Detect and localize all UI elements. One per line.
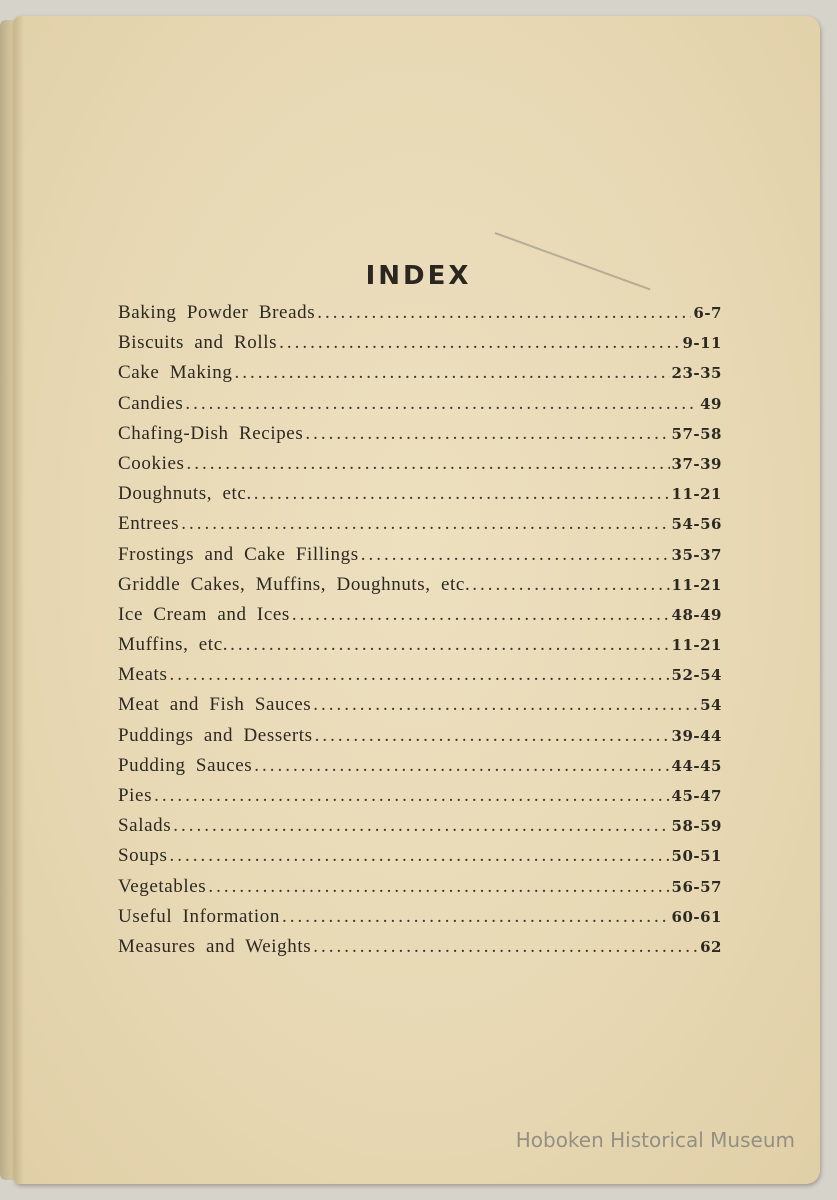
index-entry [118, 634, 722, 664]
dot-leader [173, 815, 669, 837]
dot-leader [315, 725, 670, 747]
dot-leader [154, 785, 669, 807]
dot-leader [361, 544, 670, 566]
entry-pages: 54-56 [671, 515, 722, 534]
entry-pages: 49 [700, 394, 722, 413]
dot-leader [230, 634, 669, 656]
index-entry [118, 815, 722, 845]
dot-leader [235, 362, 670, 384]
dot-leader [472, 574, 669, 596]
index-entry [118, 574, 722, 604]
index-entry [118, 423, 722, 453]
entry-pages: 60-61 [671, 907, 722, 926]
dot-leader [313, 694, 698, 716]
entry-pages: 37-39 [671, 454, 722, 473]
entry-pages: 39-44 [671, 726, 722, 745]
dot-leader [254, 483, 670, 505]
entry-title: Useful Information [118, 905, 280, 927]
dot-leader [317, 302, 691, 324]
entry-pages: 11-21 [671, 485, 722, 504]
entry-title: Frostings and Cake Fillings [118, 543, 359, 565]
dot-leader [305, 423, 669, 445]
entry-title: Salads [118, 815, 172, 837]
entry-title: Ice Cream and Ices [118, 603, 290, 625]
entry-title: Doughnuts, etc. [118, 483, 252, 505]
entry-title: Cookies [118, 452, 185, 474]
page-title: INDEX [365, 261, 472, 292]
dot-leader [185, 393, 698, 415]
dot-leader [181, 513, 669, 535]
index-entry [118, 302, 722, 332]
entry-title: Baking Powder Breads [118, 302, 316, 323]
dot-leader [282, 906, 670, 928]
entry-title: Vegetables [118, 875, 207, 897]
entry-title: Entrees [118, 513, 180, 535]
entry-pages: 11-21 [671, 636, 722, 655]
entry-pages: 56-57 [671, 877, 722, 896]
index-entry [118, 362, 722, 392]
index-list [118, 302, 722, 966]
entry-title: Muffins, etc. [118, 634, 229, 656]
entry-title: Measures and Weights [118, 935, 312, 957]
index-entry [118, 694, 722, 724]
index-entry [118, 513, 722, 543]
index-entry [118, 332, 722, 362]
page-fold-shadow [14, 16, 24, 1184]
entry-pages: 6-7 [693, 304, 722, 322]
entry-title: Griddle Cakes, Muffins, Doughnuts, etc. [118, 573, 471, 595]
index-entry [118, 483, 722, 513]
index-entry [118, 393, 722, 423]
entry-pages: 45-47 [671, 787, 722, 805]
index-entry [118, 725, 722, 755]
dot-leader [313, 936, 698, 958]
index-entry [118, 876, 722, 906]
dot-leader [169, 845, 669, 867]
index-entry [118, 906, 722, 936]
index-entry [118, 755, 722, 785]
dot-leader [208, 876, 669, 898]
entry-title: Puddings and Desserts [118, 724, 313, 746]
entry-pages: 62 [700, 937, 722, 956]
entry-pages: 35-37 [671, 545, 722, 564]
index-entry [118, 664, 722, 694]
dot-leader [279, 332, 680, 354]
museum-watermark: Hoboken Historical Museum [515, 1128, 795, 1152]
entry-title: Cake Making [118, 362, 233, 384]
dot-leader [292, 604, 670, 626]
entry-pages: 44-45 [671, 756, 722, 775]
entry-title: Meat and Fish Sauces [118, 694, 312, 716]
entry-title: Soups [118, 845, 168, 867]
entry-pages: 11-21 [671, 575, 722, 594]
entry-title: Pies [118, 785, 153, 806]
entry-title: Pudding Sauces [118, 754, 253, 776]
entry-title: Candies [118, 392, 184, 414]
index-entry [118, 785, 722, 815]
dot-leader [254, 755, 669, 777]
entry-pages: 57-58 [671, 424, 722, 443]
entry-pages: 23-35 [671, 364, 722, 383]
entry-pages: 58-59 [671, 817, 722, 836]
index-entry [118, 544, 722, 574]
entry-title: Chafing-Dish Recipes [118, 422, 304, 444]
index-entry [118, 453, 722, 483]
dot-leader [186, 453, 669, 475]
entry-pages: 50-51 [671, 847, 722, 866]
entry-title: Biscuits and Rolls [118, 332, 278, 354]
entry-pages: 54 [700, 696, 722, 715]
index-entry [118, 845, 722, 875]
index-entry [118, 936, 722, 966]
entry-pages: 9-11 [682, 334, 722, 353]
dot-leader [169, 664, 669, 686]
index-entry [118, 604, 722, 634]
entry-pages: 52-54 [671, 666, 722, 685]
entry-title: Meats [118, 664, 168, 686]
entry-pages: 48-49 [671, 605, 722, 624]
